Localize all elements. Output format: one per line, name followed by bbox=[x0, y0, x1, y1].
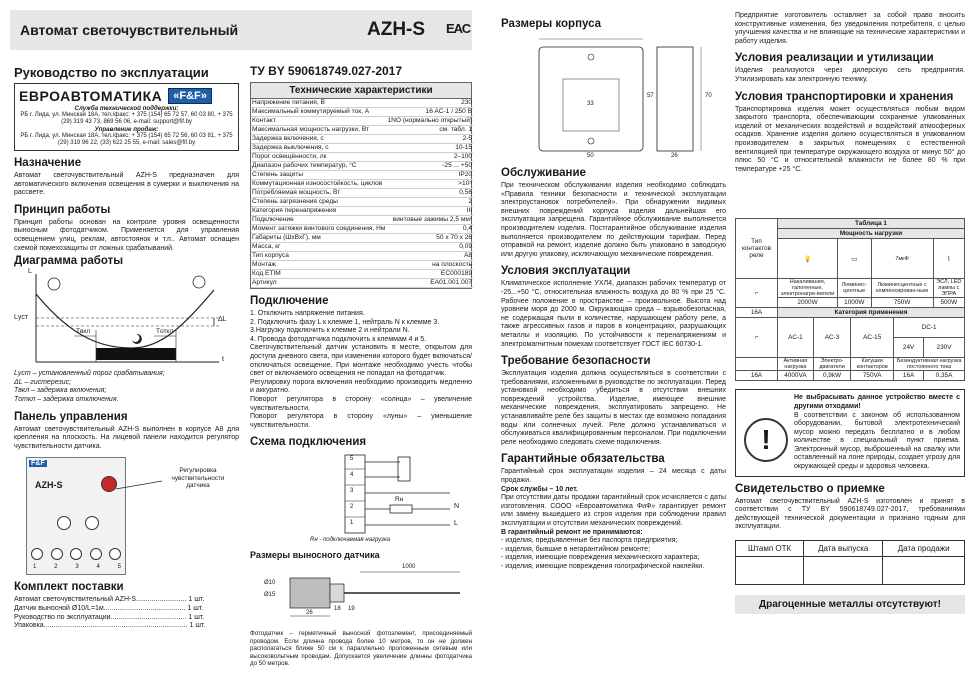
specs-table bbox=[251, 99, 473, 288]
connection-text-2: Регулировку порога включения необходимо производить медленно и аккуратно. bbox=[250, 378, 472, 395]
lamp-esl-icon: ⌇ bbox=[933, 239, 964, 279]
scheme-terminal: 4 bbox=[350, 472, 354, 479]
sensor-dim-d2: Ø15 bbox=[264, 592, 276, 599]
spec-row bbox=[251, 261, 473, 270]
safety-title: Требование безопасности bbox=[501, 355, 651, 368]
spec-label: Порог освещённости, лк bbox=[251, 153, 386, 162]
connection-title: Подключение bbox=[250, 295, 329, 307]
terminal-numbers bbox=[33, 564, 121, 570]
lamp-compensated-icon bbox=[871, 239, 933, 279]
case-dim-height: 70 bbox=[705, 93, 712, 99]
sales-lines: РБ г. Лида, ул. Минская 18А, тел./факс: + 375 (154) 65 72 56, 60 03 81, + 375 (29) 319 96 22, (33) 622 25 55, e-mail: sales@fif.by bbox=[20, 133, 233, 146]
moon-icon bbox=[132, 334, 142, 344]
eac-mark-icon: ЕАС bbox=[446, 21, 471, 36]
spec-value: 10-15 bbox=[386, 144, 473, 153]
sensor-dim-length: 1000 bbox=[402, 564, 416, 571]
terminal-screw-icon bbox=[51, 548, 63, 560]
lamp-type: ЭСЛ, LED лампы с ЭПРА bbox=[933, 279, 964, 298]
warranty-title: Гарантийные обязательства bbox=[501, 453, 665, 466]
scheme-terminal: 5 bbox=[350, 456, 354, 463]
left-column-2 bbox=[250, 60, 472, 667]
acceptance-col: Дата выпуска bbox=[804, 541, 883, 557]
relay-contact-icon: ⌐ bbox=[736, 279, 778, 308]
spec-row bbox=[251, 144, 473, 153]
spec-row bbox=[251, 162, 473, 171]
exclamation-icon: ! bbox=[744, 418, 788, 462]
diagram-label-t: t bbox=[222, 356, 224, 364]
sun-icon-right bbox=[193, 276, 205, 288]
category: AC-1 bbox=[778, 318, 814, 358]
spec-value: III bbox=[386, 207, 473, 216]
sensor-drawing-svg bbox=[250, 564, 472, 624]
diagram-label-tvkl: Tвкл bbox=[76, 328, 91, 336]
diagram-label-lust: Lуст bbox=[14, 314, 29, 322]
acceptance-text: Автомат светочувствительный AZH-S изготовлен и принят в соответствии с ТУ BY 590618749.027-2017, требованиями действующей технической документации и признано годным для эксплуатации. bbox=[735, 497, 965, 531]
header-title: Автомат светочувствительный bbox=[20, 22, 239, 38]
power-value: 1000W bbox=[838, 298, 871, 308]
principle-text: Принцип работы основан на контроле уровня освещенности выносным фотодатчиком. Применяется для управления освещением улиц, реклам, автостоянок и т.п.. Автомат оснащен схемой помехозащиты от ложных срабатываний. bbox=[14, 218, 239, 252]
spec-row bbox=[251, 216, 473, 225]
acceptance-title: Свидетельство о приемке bbox=[735, 482, 885, 495]
kit-item: Автомат светочувствительный AZH-S.......................... 1 шт. bbox=[14, 596, 205, 604]
scheme-label-rn: Rн bbox=[395, 496, 404, 504]
kit-item: Упаковка.......................................................................... 1 шт. bbox=[14, 622, 206, 630]
company-logo-box bbox=[14, 83, 239, 151]
spec-label: Задержка включения, с bbox=[251, 135, 386, 144]
category-desc: Безиндуктивная нагрузка постоянного тока bbox=[894, 358, 965, 371]
support-heading: Служба технической поддержки: bbox=[74, 105, 179, 112]
release-date-field[interactable] bbox=[804, 557, 883, 585]
spec-label: Степень загрязнения среды bbox=[251, 198, 386, 207]
device-brand: F&F bbox=[31, 460, 45, 468]
warranty-not-accepted-heading: В гарантийный ремонт не принимаются: bbox=[501, 528, 643, 536]
spec-label: Тип корпуса bbox=[251, 252, 386, 261]
work-diagram bbox=[14, 270, 239, 370]
work-diagram-svg bbox=[14, 270, 239, 370]
sun-symbol-icon bbox=[57, 516, 71, 530]
case-dim-33: 33 bbox=[587, 101, 594, 107]
spec-value: 2 bbox=[386, 198, 473, 207]
header-band bbox=[0, 0, 485, 60]
warranty-line-1: Гарантийный срок эксплуатации изделия – 24 месяца с даты продажи. bbox=[501, 468, 726, 485]
connection-text-3: Поворот регулятора в сторону «солнца» – увеличение чувствительности. bbox=[250, 395, 472, 412]
scheme-label-n: N bbox=[454, 503, 460, 511]
sun-icon bbox=[48, 278, 60, 290]
scheme-terminal: 2 bbox=[350, 504, 354, 511]
spec-row bbox=[251, 180, 473, 189]
safety-text: Эксплуатация изделия должна осуществляться в соответствии с требованиями, изложенными в руководстве по эксплуатации. Перед установкой необходимо убедиться в отсутствии внешних повреждений устройства. Изделие, имеющее внешние механические повреждения, эксплуатировать запрещено. Не устанавливайте реле без защиты в местах где возможно попадания воды или солнечных лучей. Реле должно устанавливаться и обслуживаться квалифицированным персоналом. При подключении реле необходимо следовать схеме подключения. bbox=[501, 370, 726, 446]
dc-voltage: 230V bbox=[924, 338, 965, 358]
warranty-not-accepted-item: - изделия, имеющие повреждения механического характера; bbox=[501, 554, 700, 562]
specs-table-box bbox=[250, 82, 472, 289]
category-heading: Категория применения bbox=[778, 308, 965, 318]
connection-step: 3.Нагрузку подключить к клемме 2 и нейтрали N. bbox=[250, 327, 410, 335]
dc-voltage: 24V bbox=[894, 338, 924, 358]
spec-value: 230 bbox=[386, 99, 473, 108]
sale-title: Условия реализации и утилизации bbox=[735, 52, 934, 65]
scheme-title: Схема подключения bbox=[250, 436, 367, 449]
support-lines: РБ г. Лида, ул. Минская 18А, тел./факс: + 375 (154) 65 72 57, 60 03 80, + 375 (29) 319 43 73, 869 56 06, e-mail: support@fif.by bbox=[20, 112, 233, 125]
spec-row bbox=[251, 99, 473, 108]
spec-row bbox=[251, 126, 473, 135]
diagram-label-dl: ΔL bbox=[218, 316, 227, 324]
sale-text: Изделия реализуются через дилерскую сеть предприятия. Утилизировать как электронную технику. bbox=[735, 67, 965, 83]
acceptance-col: Штамп ОТК bbox=[736, 541, 804, 557]
spec-row bbox=[251, 279, 473, 288]
case-dim-width: 50 bbox=[587, 153, 594, 159]
spec-value: 1NO (нормально открытый) bbox=[387, 117, 473, 124]
spec-row bbox=[251, 108, 473, 117]
panel-figure bbox=[14, 457, 239, 579]
manual-title: Руководство по эксплуатации bbox=[14, 65, 209, 80]
load-resistor-symbol bbox=[390, 505, 412, 513]
specs-title: Технические характеристики bbox=[251, 83, 471, 99]
category-table bbox=[735, 317, 965, 381]
spec-value: винтовые зажимы 2,5 мм² bbox=[386, 216, 473, 225]
sensor-dim-26: 26 bbox=[306, 610, 313, 617]
device-front-panel bbox=[26, 457, 126, 575]
kit-item: Руководство по эксплуатации....................................... 1 шт. bbox=[14, 613, 205, 621]
wiring-scheme bbox=[250, 451, 472, 547]
power-value: 750W bbox=[871, 298, 933, 308]
rating-value: 16А bbox=[736, 308, 778, 318]
contact-type-cell bbox=[736, 219, 778, 279]
lamp-incandescent-icon: 💡 bbox=[778, 239, 838, 279]
spec-value: см. табл. 1 bbox=[386, 126, 473, 135]
spec-label: Напряжение питания, В bbox=[251, 99, 386, 108]
spec-row bbox=[251, 189, 473, 198]
spec-value: -25 ... +50 bbox=[386, 162, 473, 171]
case-dim-57: 57 bbox=[647, 93, 654, 99]
sensor-dim-d1: Ø10 bbox=[264, 580, 276, 587]
lamp-fluorescent-icon: ▭ bbox=[838, 239, 871, 279]
power-heading: Мощность нагрузки bbox=[778, 229, 965, 239]
connection-step: 1. Отключить напряжение питания. bbox=[250, 310, 365, 317]
scheme-caption: Rн - подключаемая нагрузка bbox=[310, 537, 391, 544]
tu-code: ТУ BY 590618749.027-2017 bbox=[250, 64, 403, 78]
logo-text: ЕВРОАВТОМАТИКА bbox=[19, 88, 163, 104]
disposal-warning bbox=[735, 389, 965, 476]
spec-label: Момент затяжки винтового соединения, Нм bbox=[252, 225, 386, 232]
spec-label: Монтаж bbox=[251, 261, 386, 270]
terminal-screw-icon bbox=[90, 548, 102, 560]
category-desc: Активная нагрузка bbox=[778, 358, 814, 371]
logo-row bbox=[19, 87, 234, 105]
purpose-title: Назначение bbox=[14, 157, 82, 169]
spec-value: 50 х 70 х 26 bbox=[386, 234, 473, 243]
disposal-title: Не выбрасывать данное устройство вместе с другими отходами! bbox=[794, 394, 960, 410]
lamp-type: Люминесцентные с компенсирован-ным bbox=[871, 279, 933, 298]
sensor-drawing bbox=[250, 564, 472, 630]
connection-text-4: Поворот регулятора в сторону «луны» – уменьшение чувствительности. bbox=[250, 413, 472, 429]
category-value: 16A bbox=[894, 371, 924, 381]
terminal-screw-icon bbox=[109, 548, 121, 560]
device-model: AZH-S bbox=[35, 480, 63, 491]
diagram-label-totkl: Tоткл bbox=[156, 328, 174, 336]
terminal-number: 2 bbox=[54, 564, 58, 571]
scheme-terminal: 3 bbox=[350, 488, 354, 495]
spec-row bbox=[251, 234, 473, 243]
panel-text: Автомат светочувствительный AZH-S выполнен в корпусе А8 для крепления на плоскость. На лицевой панели находится регулятор чувствительности датчика. bbox=[14, 425, 239, 450]
connection-steps bbox=[250, 310, 472, 344]
category: DC-1 bbox=[894, 318, 965, 338]
sensor-note: Фотодатчик – герметичный выносной фотоэлемент, присоединяемый проводом. Если длинна провода более 10 метров, то он не должен располагаться ближе 50 см к параллельно проложенным сетевым или высоковольтным проводам. Допускается увеличение длинны фотодатчика до 50 метров. bbox=[250, 630, 472, 667]
category-value: 4000VA bbox=[778, 371, 814, 381]
spec-label: Потребляемая мощность, Вт bbox=[251, 189, 386, 198]
diagram-label-l: L bbox=[28, 268, 32, 276]
spec-label: Категория перенапряжения bbox=[251, 207, 386, 216]
sensor-dim-19: 19 bbox=[348, 606, 355, 613]
warranty-not-accepted-item: - изделия, бывшие в негарантийном ремонте; bbox=[501, 545, 651, 553]
spec-value: 16 AC-1 / 250 В bbox=[386, 108, 473, 117]
sale-date-field[interactable] bbox=[883, 557, 965, 585]
sensor-title: Размеры выносного датчика bbox=[250, 550, 380, 561]
spec-value: 2–100 bbox=[386, 153, 473, 162]
principle-title: Принцип работы bbox=[14, 203, 111, 216]
terminal-number: 5 bbox=[117, 564, 121, 571]
scheme-terminal: 1 bbox=[350, 520, 354, 527]
operation-title: Условия эксплуатации bbox=[501, 265, 631, 278]
connection-step: 4. Провода фотодатчика подключить к клеммам 4 и 5. bbox=[250, 335, 427, 343]
purpose-text: Автомат светочувствительный AZH-S предназначен для автоматического включения освещения в сумерки и выключения на рассвете. bbox=[14, 172, 239, 197]
kit-item: Датчик выносной Ø10/L=1м.......................................... 1 шт. bbox=[14, 604, 204, 612]
diagram-legend-2: Tвкл – задержка включения; bbox=[14, 387, 107, 395]
spec-label: Код ETIM bbox=[251, 270, 386, 279]
transport-title: Условия транспортировки и хранения bbox=[735, 90, 954, 103]
manufacturer-note: Предприятие изготовитель оставляет за собой право вносить конструктивные изменения, без уведомления потребителя, с целью улучшения качества и не влияющие на технические характеристики и работу изделия. bbox=[735, 12, 965, 45]
acceptance-table bbox=[735, 540, 965, 585]
spec-value: 2-5 bbox=[386, 135, 473, 144]
power-value: 2000W bbox=[778, 298, 838, 308]
spec-value: 0,4 bbox=[386, 225, 473, 234]
spec-row bbox=[251, 135, 473, 144]
case-title: Размеры корпуса bbox=[501, 18, 602, 30]
lamp-type: Накаливания, галогенные, электронагре-ватели bbox=[778, 279, 838, 298]
category-desc: Электро-двигатели bbox=[813, 358, 850, 371]
spec-row bbox=[251, 117, 473, 126]
wiring-scheme-svg bbox=[250, 451, 472, 537]
sales-heading: Управление продаж: bbox=[94, 126, 159, 133]
category: AC-15 bbox=[851, 318, 894, 358]
diagram-title: Диаграмма работы bbox=[14, 255, 124, 268]
power-value: 500W bbox=[933, 298, 964, 308]
spec-value: >10⁵ bbox=[386, 180, 473, 189]
spec-value: 0,56 bbox=[386, 189, 473, 198]
category: AC-3 bbox=[813, 318, 850, 358]
spec-row bbox=[251, 207, 473, 216]
spec-label: Масса, кг bbox=[251, 243, 386, 252]
warranty-line-2: Срок службы – 10 лет. bbox=[501, 485, 578, 493]
category-desc: Катушки контакторов bbox=[851, 358, 894, 371]
maintenance-title: Обслуживание bbox=[501, 167, 586, 179]
relay-contact-icon-2: ⌐ bbox=[736, 318, 778, 358]
spec-label: Максимальный коммутируемый ток, А bbox=[251, 108, 386, 117]
panel-title: Панель управления bbox=[14, 410, 128, 423]
stamp-field[interactable] bbox=[736, 557, 804, 585]
connection-text-1: Светочувствительный датчик установить в месте, открытом для доступа дневного света, при изменении которого будет включаться/отключаться освещение. При монтаже необходимо учесть чтобы свет от включаемого освещения не попадал на фотодатчик. bbox=[250, 344, 472, 378]
sensor-dim-18: 18 bbox=[334, 606, 341, 613]
spec-label: Степень защиты bbox=[251, 171, 386, 180]
spec-label: Задержка выключения, с bbox=[251, 144, 386, 153]
case-dim-depth: 26 bbox=[671, 153, 678, 159]
diagram-legend-1: ΔL – гистерезис; bbox=[14, 378, 72, 386]
contact-spacer bbox=[736, 358, 778, 371]
warranty-not-accepted-item: - изделия, предъявленные без паспорта предприятия; bbox=[501, 537, 678, 545]
load-table bbox=[735, 218, 965, 318]
connection-step: 2. Подключить фазу L к клемме 1, нейтраль N к клемме 3. bbox=[250, 318, 440, 326]
transport-text: Транспортировка изделия может осуществляться любым видом закрытого транспорта, обеспечивающим сохранение упакованных изделий от механических воздействий и воздействий атмосферных осадков. Хранение изделия должно осуществляться в упакованном производителем в закрытых помещениях с естественной вентиляцией при температуре окружающего воздуха от минус 50° до плюс 50 °С и относительной влажности не более 80 % при температуре +25 °С. bbox=[735, 105, 965, 173]
rating-value: 16А bbox=[736, 371, 778, 381]
warranty-text: При отсутствии даты продажи гарантийный срок исчисляется с даты изготовления. СООО «Евроавтоматика ФиФ» гарантирует ремонт или замену вышедшего из строя изделия при соблюдении правил эксплуатации и отсутствии механических повреждений. bbox=[501, 494, 726, 527]
diagram-legend-3: Tоткл – задержка отключения. bbox=[14, 395, 119, 403]
regulator-label: Регулировка чувствительности датчика bbox=[171, 467, 225, 490]
terminal-number: 1 bbox=[33, 564, 37, 571]
case-drawing bbox=[501, 33, 726, 161]
spec-value: на плоскость bbox=[386, 261, 473, 270]
spec-row bbox=[251, 171, 473, 180]
kit-title: Комплект поставки bbox=[14, 581, 124, 594]
terminal-screw-icon bbox=[70, 548, 82, 560]
spec-row bbox=[251, 198, 473, 207]
category-value: 0,9kW bbox=[813, 371, 850, 381]
operation-text: Климатическое исполнение УХЛ4, диапазон рабочих температур от -25...+50 °С, относительная влажность воздуха до 80 % при 25 °С. Рабочее положение в пространстве – произвольное. Высота над уровнем моря до 2000 м. Окружающая среда – взрывобезопасная, не содержащая пыли в количестве, нарушающем работу реле, а также агрессивных газов и паров в концентрациях, разрушающих металлы и изоляцию. По устойчивости к перенапряжениям и электромагнитным помехам соответствует ГОСТ IEC 60730-1. bbox=[501, 280, 726, 348]
logo-brand: «F&F» bbox=[168, 88, 212, 104]
header-model: AZH-S bbox=[367, 19, 426, 40]
spec-row bbox=[251, 225, 473, 234]
disposal-text: В соответствии с законом об использованном оборудовании, бытовой электротехнический мусор можно передать бесплатно и в любом количестве в специальный пункт приема. Электронный мусор, выброшенный на свалку или оставленный на лоне природы, создает угрозу для окружающей среды и здоровья человека. bbox=[794, 411, 960, 471]
regulator-pointer bbox=[114, 477, 164, 497]
spec-label: Контакт bbox=[251, 117, 386, 126]
terminal-number: 4 bbox=[96, 564, 100, 571]
category-value: 0,35A bbox=[924, 371, 965, 381]
acceptance-col: Дата продажи bbox=[883, 541, 965, 557]
spec-label: Габариты (ШхВхГ), мм bbox=[251, 234, 386, 243]
spec-row bbox=[251, 243, 473, 252]
left-column-1 bbox=[14, 60, 239, 631]
table1-title: Таблица 1 bbox=[778, 219, 965, 229]
maintenance-text: При техническом обслуживании изделия необходимо соблюдать «Правила техники безопасности и технической эксплуатации электроустановок потребителей». При обнаружении видимых внешних повреждений корпуса изделия дальнейшая его эксплуатация запрещена. Гарантийное обслуживание выполняется производителем изделия. Постгарантийное обслуживание изделия выполняется производителем по действующим тарифам. Перед отправкой на ремонт, изделие должно быть упаковано в заводскую или другую упаковку, исключающую механические повреждения. bbox=[501, 182, 726, 258]
spec-label: Максимальная мощность нагрузки, Вт bbox=[251, 126, 386, 135]
lamp-sub-label: 7мкФ bbox=[895, 256, 909, 263]
spec-row bbox=[251, 153, 473, 162]
terminal-screw-icon bbox=[31, 548, 43, 560]
terminal-number: 3 bbox=[75, 564, 79, 571]
spec-value: EC000189 bbox=[386, 270, 473, 279]
spec-value: EA01.001.007 bbox=[386, 279, 473, 288]
spec-label: Коммутационная износостойкость, циклов bbox=[251, 180, 386, 189]
terminal-row bbox=[31, 548, 121, 562]
spec-row bbox=[251, 252, 473, 261]
right-column-2 bbox=[735, 12, 965, 614]
spec-row bbox=[251, 270, 473, 279]
diagram-legend-0: Lуст – установленный порог срабатывания; bbox=[14, 370, 165, 378]
right-column-1 bbox=[501, 12, 726, 572]
category-value: 750VA bbox=[851, 371, 894, 381]
spec-value: IP20 bbox=[386, 171, 473, 180]
spec-value: А8 bbox=[386, 252, 473, 261]
moon-symbol-icon bbox=[85, 516, 99, 530]
spec-value: 0,09 bbox=[386, 243, 473, 252]
lamp-type: Люминес-центные bbox=[838, 279, 871, 298]
scheme-label-l: L bbox=[454, 520, 458, 528]
case-drawing-svg bbox=[501, 33, 726, 157]
warranty-not-accepted-item: - изделия, имеющие повреждения голографической наклейки. bbox=[501, 562, 705, 570]
spec-label: Артикул bbox=[251, 279, 386, 288]
spec-label: Диапазон рабочих температур, °С bbox=[251, 162, 386, 171]
spec-label: Подключение bbox=[251, 216, 386, 225]
precious-metals-note: Драгоценные металлы отсутствуют! bbox=[735, 595, 965, 614]
contact-type-label: Тип контактов реле bbox=[741, 238, 772, 260]
